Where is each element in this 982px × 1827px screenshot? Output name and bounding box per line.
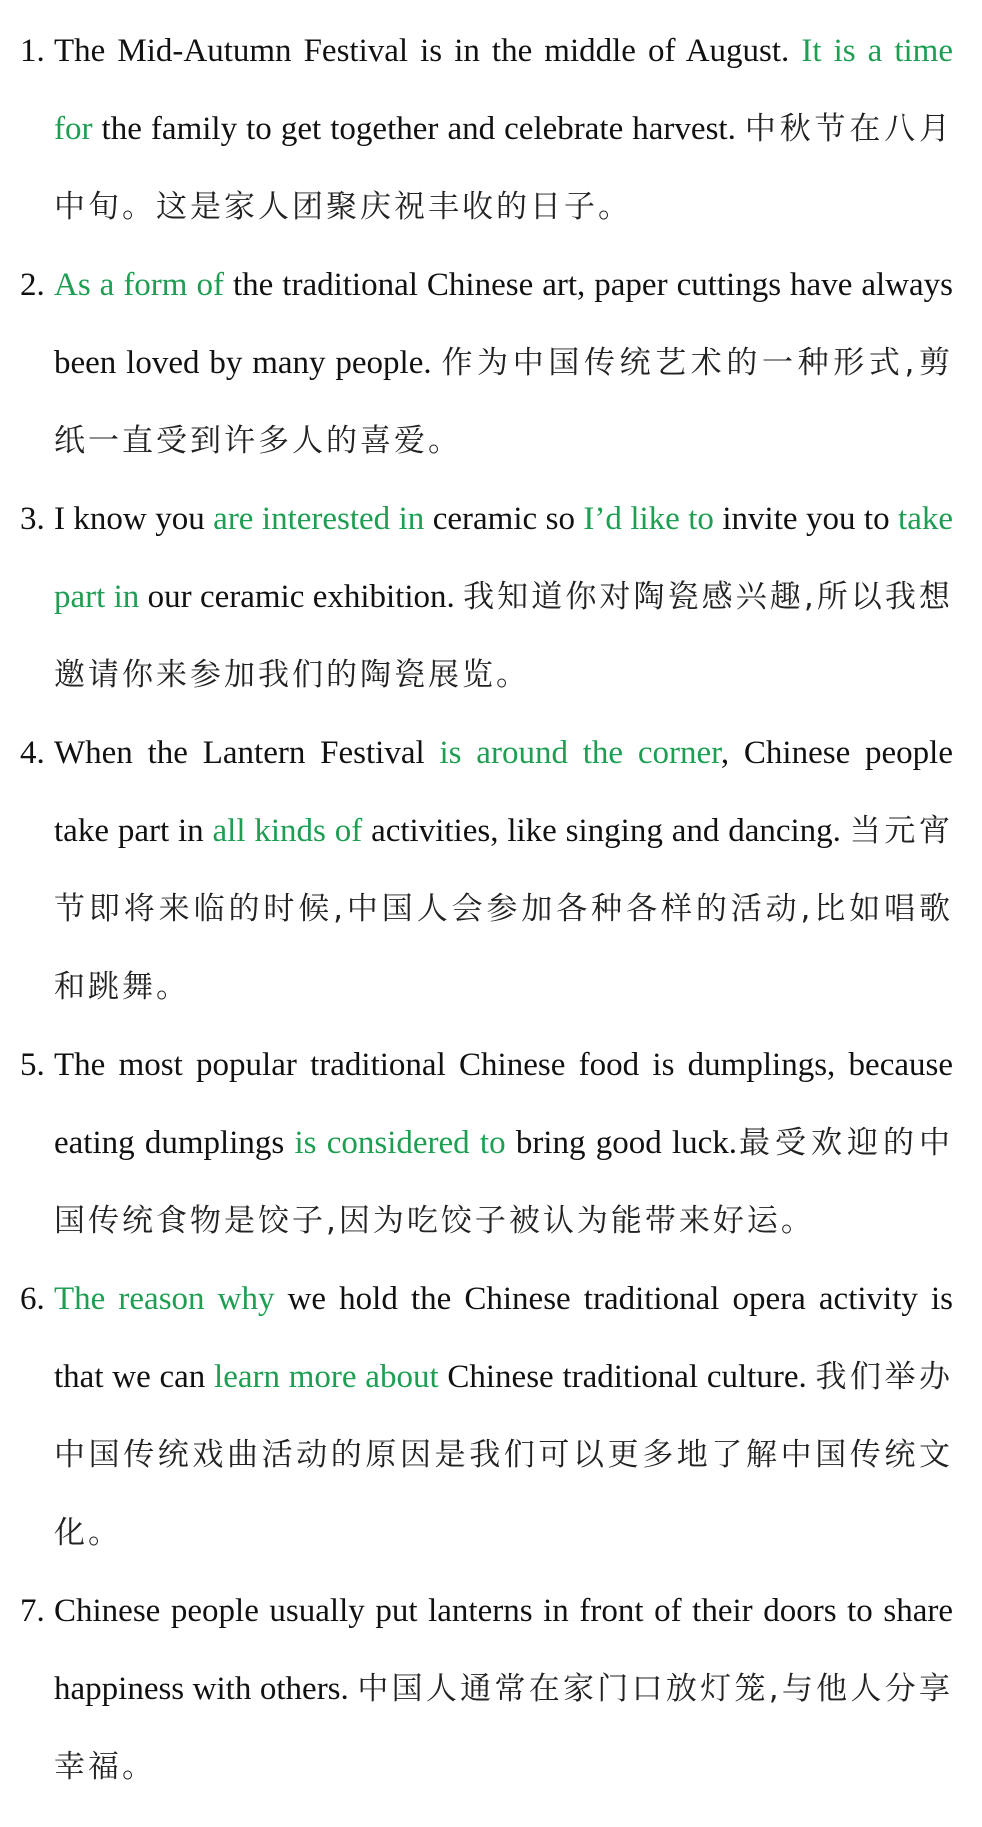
sentence-item-4 bbox=[20, 714, 953, 1026]
highlighted-phrase: The reason why bbox=[54, 1281, 275, 1317]
text-segment: the family to get together and celebrate harvest. bbox=[92, 111, 745, 147]
sentence-text bbox=[54, 246, 953, 480]
highlighted-phrase: are interested in bbox=[213, 501, 425, 537]
highlighted-phrase: I’d like to bbox=[583, 501, 714, 537]
chinese-translation: 作为中国传统艺术的一种形式,剪纸一直受到许多人的喜爱。 bbox=[54, 345, 953, 459]
sentence-text bbox=[54, 12, 953, 246]
item-number: 1. bbox=[20, 33, 45, 69]
item-number: 6. bbox=[20, 1281, 45, 1317]
sentence-item-1 bbox=[20, 12, 953, 246]
sentence-text bbox=[54, 1260, 953, 1572]
sentence-text bbox=[54, 1026, 953, 1260]
chinese-translation: 当元宵节即将来临的时候,中国人会参加各种各样的活动,比如唱歌和跳舞。 bbox=[54, 813, 953, 1005]
text-segment: When the Lantern Festival bbox=[54, 735, 440, 771]
highlighted-phrase: take part in bbox=[54, 501, 953, 615]
item-number: 3. bbox=[20, 501, 45, 537]
sentence-item-2 bbox=[20, 246, 953, 480]
item-number: 7. bbox=[20, 1593, 45, 1629]
chinese-translation: 我知道你对陶瓷感兴趣,所以我想邀请你来参加我们的陶瓷展览。 bbox=[54, 579, 953, 693]
sentence-text bbox=[54, 480, 953, 714]
sentence-text bbox=[54, 1572, 953, 1806]
item-number: 2. bbox=[20, 267, 45, 303]
highlighted-phrase: is around the corner bbox=[439, 735, 721, 771]
text-segment: The Mid-Autumn Festival is in the middle of August. bbox=[54, 33, 802, 69]
item-number: 4. bbox=[20, 735, 45, 771]
sentence-list bbox=[20, 12, 953, 1806]
sentence-item-5 bbox=[20, 1026, 953, 1260]
text-segment: Chinese traditional culture. bbox=[438, 1359, 816, 1395]
highlighted-phrase: all kinds of bbox=[212, 813, 363, 849]
highlighted-phrase: It is a time for bbox=[54, 33, 953, 147]
item-number: 5. bbox=[20, 1047, 45, 1083]
chinese-translation: 中秋节在八月中旬。这是家人团聚庆祝丰收的日子。 bbox=[54, 111, 953, 225]
sentence-text bbox=[54, 714, 953, 1026]
chinese-translation: 中国人通常在家门口放灯笼,与他人分享幸福。 bbox=[54, 1671, 954, 1785]
highlighted-phrase: As a form of bbox=[54, 267, 224, 303]
sentence-item-3 bbox=[20, 480, 953, 714]
text-segment: invite you to bbox=[713, 501, 899, 537]
text-segment: Chinese people usually put lanterns in front of their doors to share happiness with others. bbox=[54, 1593, 953, 1707]
chinese-translation: 我们举办中国传统戏曲活动的原因是我们可以更多地了解中国传统文化。 bbox=[54, 1359, 953, 1551]
chinese-translation: 最受欢迎的中国传统食物是饺子,因为吃饺子被认为能带来好运。 bbox=[54, 1125, 953, 1239]
text-segment: The most popular traditional Chinese food is dumplings, because eating dumplings bbox=[54, 1047, 953, 1161]
text-segment: bring good luck. bbox=[505, 1125, 738, 1161]
text-segment: , Chinese people take part in bbox=[54, 735, 954, 849]
highlighted-phrase: is considered to bbox=[294, 1125, 506, 1161]
text-segment: we hold the Chinese traditional opera activity is that we can bbox=[54, 1281, 953, 1395]
sentence-item-6 bbox=[20, 1260, 953, 1572]
text-segment: our ceramic exhibition. bbox=[139, 579, 464, 615]
text-segment: the traditional Chinese art, paper cuttings have always been loved by many people. bbox=[54, 267, 953, 381]
text-segment: ceramic so bbox=[424, 501, 584, 537]
text-segment: activities, like singing and dancing. bbox=[362, 813, 850, 849]
text-segment: I know you bbox=[54, 501, 214, 537]
highlighted-phrase: learn more about bbox=[214, 1359, 439, 1395]
sentence-item-7 bbox=[20, 1572, 953, 1806]
